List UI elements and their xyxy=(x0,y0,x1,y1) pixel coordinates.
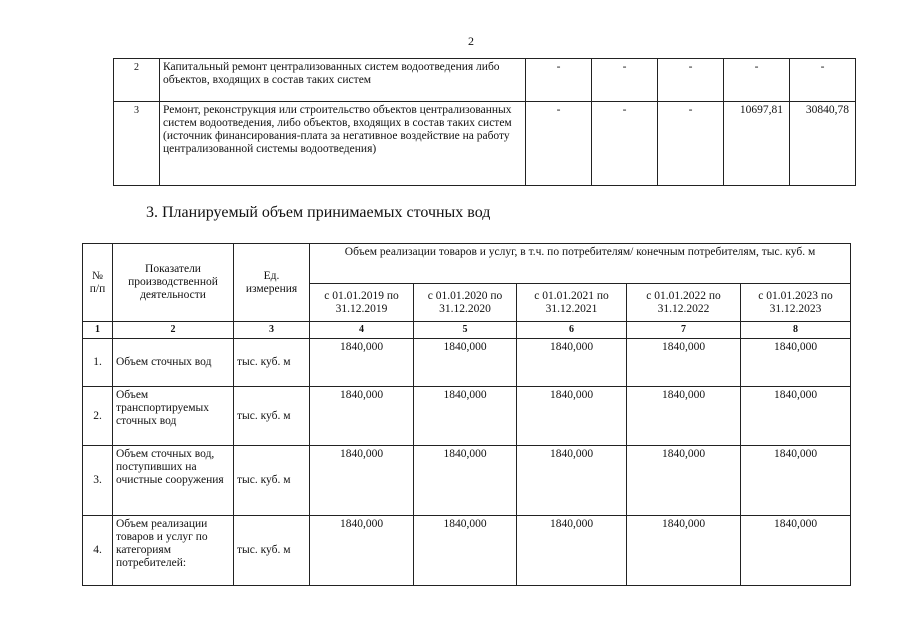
value-cell: 1840,000 xyxy=(517,339,627,387)
value-cell: 1840,000 xyxy=(627,516,741,586)
value-cell: 1840,000 xyxy=(517,516,627,586)
value-cell: 1840,000 xyxy=(414,516,517,586)
table-row xyxy=(83,446,851,516)
value-cell: 1840,000 xyxy=(414,446,517,516)
column-number-row xyxy=(83,322,851,339)
header-row xyxy=(83,244,851,284)
row-unit: тыс. куб. м xyxy=(234,387,310,446)
value-cell: 1840,000 xyxy=(627,339,741,387)
row-name: Объем транспортируемых сточных вод xyxy=(113,387,234,446)
table-row xyxy=(114,102,856,186)
value-cell: 1840,000 xyxy=(310,339,414,387)
section-title: 3. Планируемый объем принимаемых сточных вод xyxy=(146,204,491,221)
column-number: 5 xyxy=(414,322,517,339)
row-number: 2 xyxy=(114,59,160,102)
value-cell: - xyxy=(790,59,856,102)
column-number: 4 xyxy=(310,322,414,339)
table-row xyxy=(83,516,851,586)
value-cell: - xyxy=(658,102,724,186)
row-text: Ремонт, реконструкция или строительство объектов централизованных систем водоотведения, либо объектов, входящих в состав таких систем (источник финансирования-плата за негативное воздействие на работу централизованной системы водоотведения) xyxy=(160,102,526,186)
value-cell: 1840,000 xyxy=(310,516,414,586)
row-unit: тыс. куб. м xyxy=(234,339,310,387)
column-number: 3 xyxy=(234,322,310,339)
volume-group-header: Объем реализации товаров и услуг, в т.ч. по потребителям/ конечным потребителям, тыс. куб. м xyxy=(310,244,851,284)
period-header: с 01.01.2021 по 31.12.2021 xyxy=(517,284,627,322)
value-cell: 1840,000 xyxy=(627,446,741,516)
column-number: 2 xyxy=(113,322,234,339)
row-name: Объем сточных вод xyxy=(113,339,234,387)
value-cell: 1840,000 xyxy=(741,516,851,586)
value-cell: 10697,81 xyxy=(724,102,790,186)
num-header: № п/п xyxy=(83,244,113,322)
period-header: с 01.01.2019 по 31.12.2019 xyxy=(310,284,414,322)
value-cell: 1840,000 xyxy=(627,387,741,446)
value-cell: 1840,000 xyxy=(517,387,627,446)
table-row xyxy=(83,387,851,446)
value-cell: 30840,78 xyxy=(790,102,856,186)
value-cell: 1840,000 xyxy=(310,446,414,516)
value-cell: - xyxy=(658,59,724,102)
value-cell: 1840,000 xyxy=(414,339,517,387)
column-number: 8 xyxy=(741,322,851,339)
row-number: 4. xyxy=(83,516,113,586)
value-cell: - xyxy=(592,102,658,186)
table-row xyxy=(83,339,851,387)
row-unit: тыс. куб. м xyxy=(234,516,310,586)
value-cell: 1840,000 xyxy=(741,446,851,516)
value-cell: 1840,000 xyxy=(741,339,851,387)
value-cell: 1840,000 xyxy=(310,387,414,446)
column-number: 7 xyxy=(627,322,741,339)
row-number: 2. xyxy=(83,387,113,446)
financing-table xyxy=(113,58,856,186)
page-number: 2 xyxy=(468,34,474,48)
unit-header: Ед. измерения xyxy=(234,244,310,322)
value-cell: - xyxy=(526,59,592,102)
row-number: 3. xyxy=(83,446,113,516)
period-header: с 01.01.2020 по 31.12.2020 xyxy=(414,284,517,322)
value-cell: - xyxy=(526,102,592,186)
period-header: с 01.01.2022 по 31.12.2022 xyxy=(627,284,741,322)
value-cell: 1840,000 xyxy=(517,446,627,516)
table-row xyxy=(114,59,856,102)
column-number: 6 xyxy=(517,322,627,339)
row-unit: тыс. куб. м xyxy=(234,446,310,516)
row-number: 3 xyxy=(114,102,160,186)
row-text: Капитальный ремонт централизованных систем водоотведения либо объектов, входящих в состав таких систем xyxy=(160,59,526,102)
period-header: с 01.01.2023 по 31.12.2023 xyxy=(741,284,851,322)
row-name: Объем реализации товаров и услуг по категориям потребителей: xyxy=(113,516,234,586)
row-name: Объем сточных вод, поступивших на очистные сооружения xyxy=(113,446,234,516)
row-number: 1. xyxy=(83,339,113,387)
value-cell: 1840,000 xyxy=(741,387,851,446)
wastewater-volume-table xyxy=(82,243,851,586)
indicator-header: Показатели производственной деятельности xyxy=(113,244,234,322)
column-number: 1 xyxy=(83,322,113,339)
value-cell: 1840,000 xyxy=(414,387,517,446)
value-cell: - xyxy=(724,59,790,102)
value-cell: - xyxy=(592,59,658,102)
